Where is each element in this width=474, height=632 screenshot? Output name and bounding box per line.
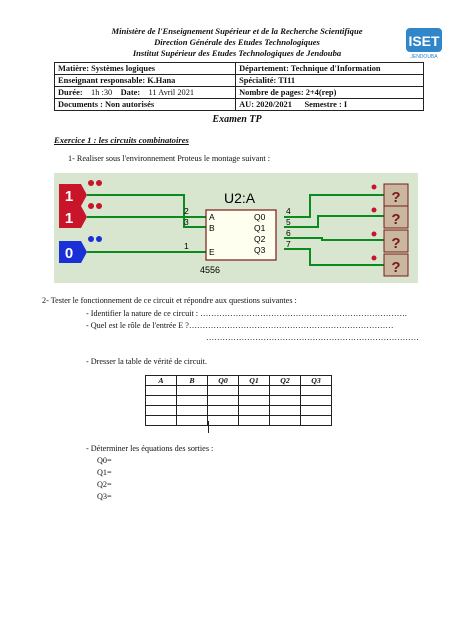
department-cell: Département: Technique d'Information [236,63,424,75]
chip-part: 4556 [200,265,221,275]
pin-a-label: A [209,212,215,222]
pin-q3-label: Q3 [254,245,266,255]
question-1: 1- Realiser sous l'environnement Proteus le montage suivant : [68,154,271,163]
logic-state-e-value: 0 [64,245,74,262]
pin-b-label: B [209,223,215,233]
pin-e-label: E [209,247,215,257]
equation-q0: Q0= [97,456,112,465]
col-q2: Q2 [270,376,301,386]
pin-number-6: 6 [286,228,291,238]
truth-table [145,375,332,426]
question-2: 2- Tester le fonctionnement de ce circuit et répondre aux questions suivantes : [42,296,297,305]
teacher-cell: Enseignant responsable: K.Hana [55,75,236,87]
pin-number-7: 7 [286,239,291,249]
equation-q3: Q3= [97,492,112,501]
pin-q1-label: Q1 [254,223,266,233]
pin-number-2: 2 [184,206,189,216]
truth-table-header [146,376,332,386]
equation-q2: Q2= [97,480,112,489]
direction-line: Direction Générale des Etudes Technologiques [154,37,320,47]
probe-q1-value: ? [391,211,401,228]
probe-q3-value: ? [391,259,401,276]
probe-q2-value: ? [391,235,401,252]
table-divider-line [208,421,209,433]
logic-state-a[interactable] [59,180,102,206]
ministry-line: Ministère de l'Enseignement Supérieur et de la Recherche Scientifique [111,26,363,36]
pages-cell: Nombre de pages: 2+4(rep) [236,87,424,99]
exam-info-table [54,62,424,111]
col-q1: Q1 [239,376,270,386]
year-semester-cell [236,99,424,111]
speciality-cell: Spécialité: TI11 [236,75,424,87]
bullet-identify: - Identifier la nature de ce circuit : …………………………………………………………………. [86,309,407,318]
probe-q0-value: ? [391,189,401,206]
logic-state-e[interactable] [59,236,102,263]
pin-number-3: 3 [184,217,189,227]
col-b: B [177,376,208,386]
table-row [146,416,332,426]
pin-q2-label: Q2 [254,234,266,244]
bullet-role-e-continued: …………………………………………………………………… [206,333,419,342]
table-row [146,406,332,416]
institute-line: Institut Supérieur des Etudes Technologiques de Jendouba [132,48,342,58]
proteus-schematic [54,173,418,283]
logo-subtext: JENDOUBA [410,54,438,60]
bullet-equations: - Déterminer les équations des sorties : [86,444,214,453]
equation-q1: Q1= [97,468,112,477]
duration-value: 1h :30 [91,88,113,97]
pin-number-4: 4 [286,206,291,216]
pin-number-1: 1 [184,241,189,251]
logic-state-b-value: 1 [64,210,74,227]
duration-date-cell [55,87,236,99]
exam-title: Examen TP [212,114,262,125]
subject-cell: Matière: Systèmes logiques [55,63,236,75]
table-row [146,386,332,396]
bullet-role-e: - Quel est le rôle de l'entrée E ?………………………………………………………………… [86,321,394,330]
col-q3: Q3 [301,376,332,386]
chip-name: U2:A [224,190,256,206]
decoder-chip-body[interactable] [206,210,276,260]
academic-year: AU: 2020/2021 [239,100,292,109]
col-q0: Q0 [208,376,239,386]
date-label: Date: [120,88,141,97]
table-row [146,396,332,406]
logic-state-a-value: 1 [64,188,74,205]
logo-text: ISET [408,33,440,49]
pin-q0-label: Q0 [254,212,266,222]
duration-label: Durée: [58,88,83,97]
semester: Semestre : I [304,100,348,109]
col-a: A [146,376,177,386]
bullet-truth-table: - Dresser la table de vérité de circuit. [86,357,207,366]
date-value: 11 Avril 2021 [148,88,195,97]
documents-cell: Documents : Non autorisés [55,99,236,111]
exercise-title: Exercice 1 : les circuits combinatoires [54,135,189,145]
iset-logo [404,26,444,60]
pin-number-5: 5 [286,217,291,227]
logic-state-b[interactable] [59,203,102,228]
